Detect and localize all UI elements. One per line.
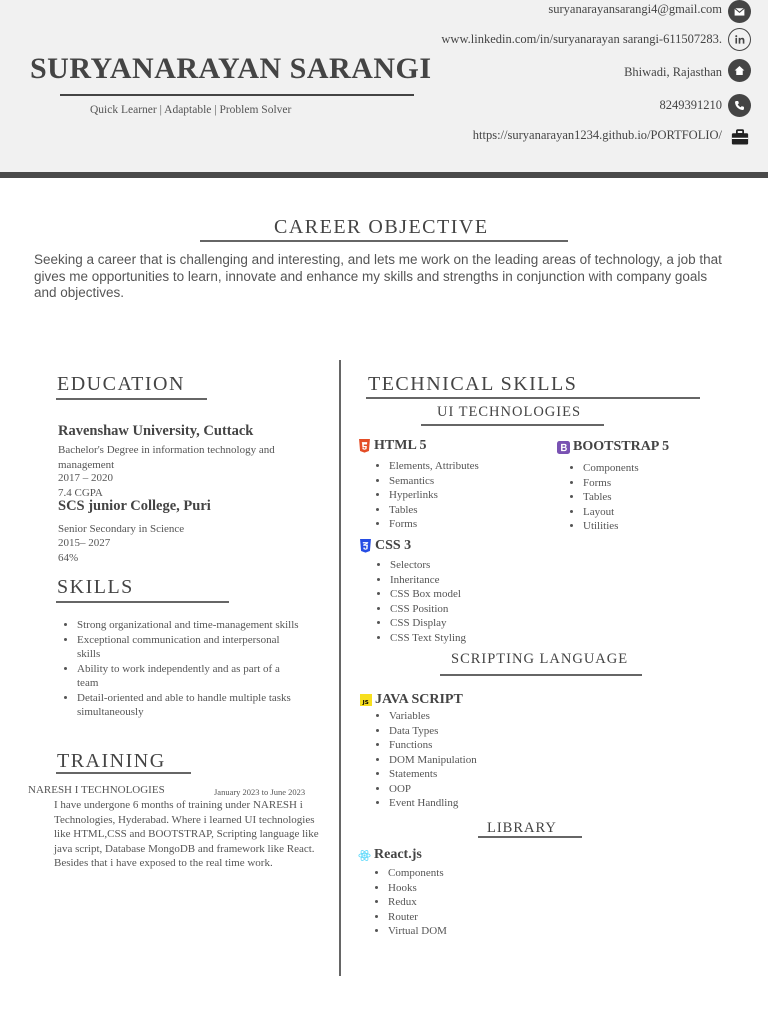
contact-location: Bhiwadi, Rajasthan bbox=[624, 65, 722, 79]
contact-email[interactable]: suryanarayansarangi4@gmail.com bbox=[548, 2, 722, 16]
career-objective-title: CAREER OBJECTIVE bbox=[274, 216, 489, 238]
list-item: • Elements, Attributes bbox=[389, 459, 525, 474]
svg-text:JS: JS bbox=[362, 700, 369, 706]
email-icon bbox=[728, 0, 751, 23]
javascript-icon bbox=[359, 693, 372, 707]
react-heading bbox=[358, 847, 422, 863]
list-item: • Tables bbox=[583, 490, 689, 505]
skills-list bbox=[63, 618, 303, 720]
html5-list bbox=[375, 459, 525, 532]
scripting-language-title: SCRIPTING LANGUAGE bbox=[451, 651, 629, 667]
list-item: • Variables bbox=[389, 709, 525, 724]
header-divider bbox=[0, 172, 768, 178]
library-title: LIBRARY bbox=[487, 820, 557, 836]
list-item: • CSS Box model bbox=[390, 587, 526, 602]
skills-underline bbox=[56, 601, 229, 603]
education-degree: Senior Secondary in Science bbox=[58, 523, 185, 535]
tagline: Quick Learner | Adaptable | Problem Solver bbox=[90, 104, 292, 116]
education-school: Ravenshaw University, Cuttack bbox=[58, 423, 254, 439]
javascript-label: JAVA SCRIPT bbox=[375, 692, 463, 707]
list-item: • DOM Manipulation bbox=[389, 753, 525, 768]
list-item: • Hooks bbox=[388, 881, 524, 896]
training-description: I have undergone 6 months of training under NARESH i Technologies, Hyderabad. Where i learned UI technologies like HTML,CSS and BOOTSTRAP, Scripting language like java script, Database MongoDB and framework like React. Besides that i have exposed to the real time work. bbox=[54, 799, 319, 869]
css3-label: CSS 3 bbox=[375, 538, 412, 553]
list-item: • Components bbox=[388, 866, 524, 881]
education-score: 7.4 CGPA bbox=[58, 487, 103, 499]
html5-icon bbox=[358, 439, 371, 453]
bootstrap-heading bbox=[557, 439, 669, 455]
list-item: • Inheritance bbox=[390, 573, 526, 588]
training-underline bbox=[56, 772, 191, 774]
list-item: • OOP bbox=[389, 782, 525, 797]
list-item: • Statements bbox=[389, 767, 525, 782]
list-item: • Router bbox=[388, 910, 524, 925]
library-underline bbox=[478, 836, 582, 838]
list-item: • Detail-oriented and able to handle multiple tasks simultaneously bbox=[77, 691, 303, 720]
skills-title: SKILLS bbox=[57, 576, 134, 598]
contact-portfolio[interactable]: https://suryanarayan1234.github.io/PORTFOLIO/ bbox=[472, 128, 722, 142]
training-dates: January 2023 to June 2023 bbox=[214, 787, 306, 797]
javascript-list bbox=[375, 709, 525, 811]
education-score: 64% bbox=[58, 552, 79, 564]
list-item: • CSS Display bbox=[390, 616, 526, 631]
list-item: • Functions bbox=[389, 738, 525, 753]
candidate-name: SURYANARAYAN SARANGI bbox=[30, 52, 432, 85]
header bbox=[0, 0, 768, 172]
home-icon bbox=[728, 59, 751, 82]
education-underline bbox=[56, 398, 207, 400]
list-item: • Virtual DOM bbox=[388, 924, 524, 939]
scripting-language-underline bbox=[440, 674, 642, 676]
phone-icon bbox=[728, 94, 751, 117]
list-item: • CSS Text Styling bbox=[390, 631, 526, 646]
react-list bbox=[374, 866, 524, 939]
education-title: EDUCATION bbox=[57, 373, 185, 395]
list-item: • Tables bbox=[389, 503, 525, 518]
list-item: • CSS Position bbox=[390, 602, 526, 617]
contact-linkedin[interactable]: www.linkedin.com/in/suryanarayan sarangi-611507283. bbox=[441, 32, 722, 46]
html5-label: HTML 5 bbox=[374, 438, 427, 453]
list-item: • Event Handling bbox=[389, 796, 525, 811]
list-item: • Hyperlinks bbox=[389, 488, 525, 503]
name-underline bbox=[60, 94, 414, 96]
technical-skills-title: TECHNICAL SKILLS bbox=[368, 373, 578, 395]
list-item: • Semantics bbox=[389, 474, 525, 489]
react-icon bbox=[358, 848, 371, 862]
list-item: • Forms bbox=[583, 476, 689, 491]
training-company: NARESH I TECHNOLOGIES bbox=[28, 784, 165, 796]
list-item: • Selectors bbox=[390, 558, 526, 573]
html5-heading bbox=[358, 438, 427, 454]
list-item: • Redux bbox=[388, 895, 524, 910]
technical-skills-underline bbox=[366, 397, 700, 399]
education-years: 2017 – 2020 bbox=[58, 472, 113, 484]
list-item: • Utilities bbox=[583, 519, 689, 534]
education-years: 2015– 2027 bbox=[58, 537, 111, 549]
bootstrap-icon bbox=[557, 440, 570, 454]
list-item: • Exceptional communication and interpersonal skills bbox=[77, 633, 303, 662]
css3-icon bbox=[359, 539, 372, 553]
training-title: TRAINING bbox=[57, 750, 166, 772]
javascript-heading bbox=[359, 692, 463, 708]
list-item: • Forms bbox=[389, 517, 525, 532]
column-divider bbox=[339, 360, 341, 976]
bootstrap-list bbox=[569, 461, 689, 534]
education-school: SCS junior College, Puri bbox=[58, 498, 211, 514]
css3-list bbox=[376, 558, 526, 645]
linkedin-icon bbox=[728, 28, 751, 51]
ui-technologies-title: UI TECHNOLOGIES bbox=[437, 404, 582, 420]
ui-technologies-underline bbox=[421, 424, 604, 426]
react-label: React.js bbox=[374, 847, 422, 862]
list-item: • Ability to work independently and as part of a team bbox=[77, 662, 303, 691]
list-item: • Components bbox=[583, 461, 689, 476]
css3-heading bbox=[359, 538, 411, 554]
bootstrap-label: BOOTSTRAP 5 bbox=[573, 439, 670, 454]
career-objective-underline bbox=[200, 240, 568, 242]
education-degree: Bachelor's Degree in information technology and management bbox=[58, 444, 275, 471]
list-item: • Data Types bbox=[389, 724, 525, 739]
contact-phone[interactable]: 8249391210 bbox=[659, 98, 722, 112]
list-item: • Strong organizational and time-management skills bbox=[77, 618, 303, 633]
briefcase-icon bbox=[728, 125, 751, 148]
list-item: • Layout bbox=[583, 505, 689, 520]
career-objective-text: Seeking a career that is challenging and interesting, and lets me work on the leading areas of technology, a job that gives me opportunities to learn, innovate and enhance my skills and strengths in conjunction with company goals and objectives. bbox=[34, 252, 722, 300]
